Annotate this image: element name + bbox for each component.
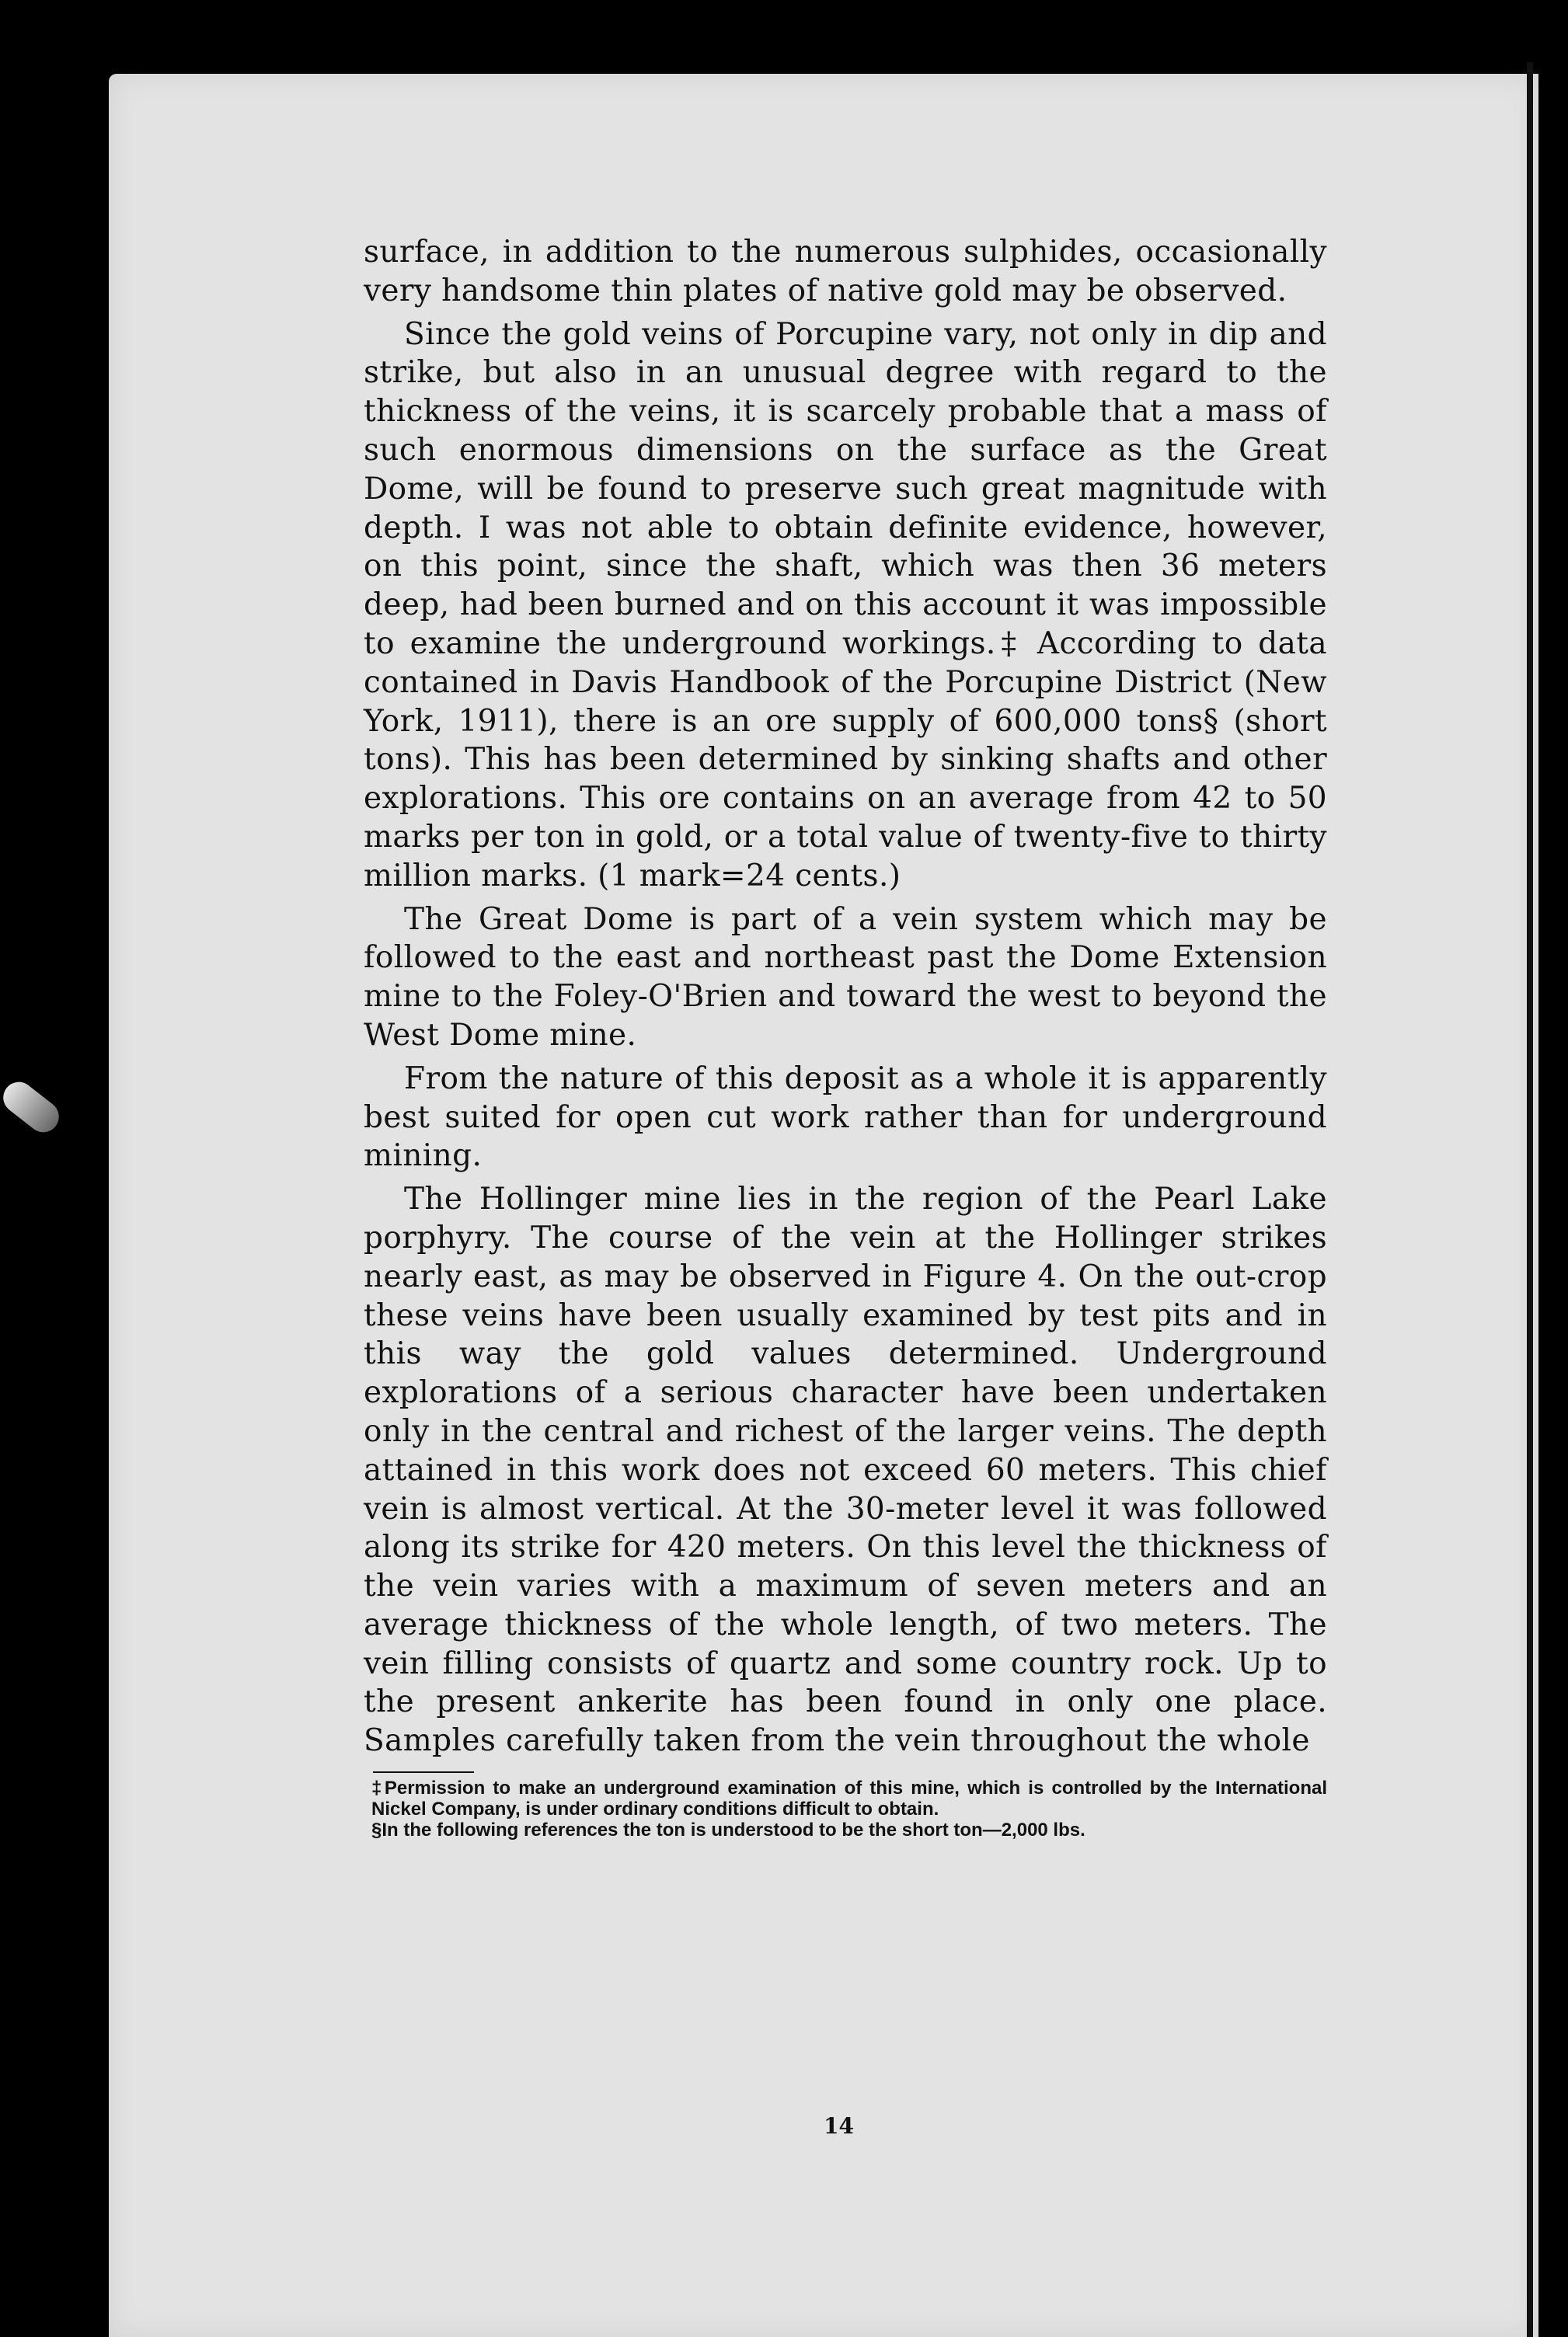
footnote: §In the following references the ton is understood to be the short ton—2,000 lbs. (371, 1820, 1085, 1841)
paragraph: From the nature of this deposit as a whole it is apparently best suited for open cut work rather than for underground mining. (364, 1061, 1327, 1174)
footnote: ‡Permission to make an underground examination of this mine, which is controlled by the International Nickel Company, is under ordinary conditions difficult to obtain. (371, 1778, 1327, 1820)
page-number: 14 (824, 2113, 854, 2139)
scan-glare (0, 1076, 65, 1139)
footnote-divider (373, 1771, 474, 1773)
paragraph: surface, in addition to the numerous sulphides, occasionally very handsome thin plates of native gold may be observed. (364, 235, 1327, 308)
paragraph: Since the gold veins of Porcupine vary, not only in dip and strike, but also in an unusual degree with regard to the thickness of the veins, it is scarcely probable that a mass of such enormous dimensions on the surface as the Great Dome, will be found to preserve such great magnitude with depth. I was not able to obtain definite evidence, however, on this point, since the shaft, which was then 36 meters deep, had been burned and on this account it was impossible to examine the underground workings.‡ According to data contained in Davis Handbook of the Porcupine District (New York, 1911), there is an ore supply of 600,000 tons§ (short tons). This has been determined by sinking shafts and other explorations. This ore contains on an average from 42 to 50 marks per ton in gold, or a total value of twenty-five to thirty million marks. (1 mark=24 cents.) (364, 316, 1327, 893)
paragraph: The Great Dome is part of a vein system which may be followed to the east and northeast past the Dome Extension mine to the Foley-O'Brien and toward the west to beyond the West Dome mine. (364, 901, 1327, 1053)
paragraph: The Hollinger mine lies in the region of the Pearl Lake porphyry. The course of the vein at the Hollinger strikes nearly east, as may be observed in Figure 4. On the out-crop these veins have been usually examined by test pits and in this way the gold values determined. Underground explorations of a serious character have been undertaken only in the central and richest of the larger veins. The depth attained in this work does not exceed 60 meters. This chief vein is almost vertical. At the 30-meter level it was followed along its strike for 420 meters. On this level the thickness of the vein varies with a maximum of seven meters and an average thickness of the whole length, of two meters. The vein filling consists of quartz and some country rock. Up to the present ankerite has been found in only one place. Samples carefully taken from the vein throughout the whole (364, 1182, 1327, 1759)
binding-gutter (1527, 62, 1533, 2337)
body-text (364, 233, 1327, 1841)
